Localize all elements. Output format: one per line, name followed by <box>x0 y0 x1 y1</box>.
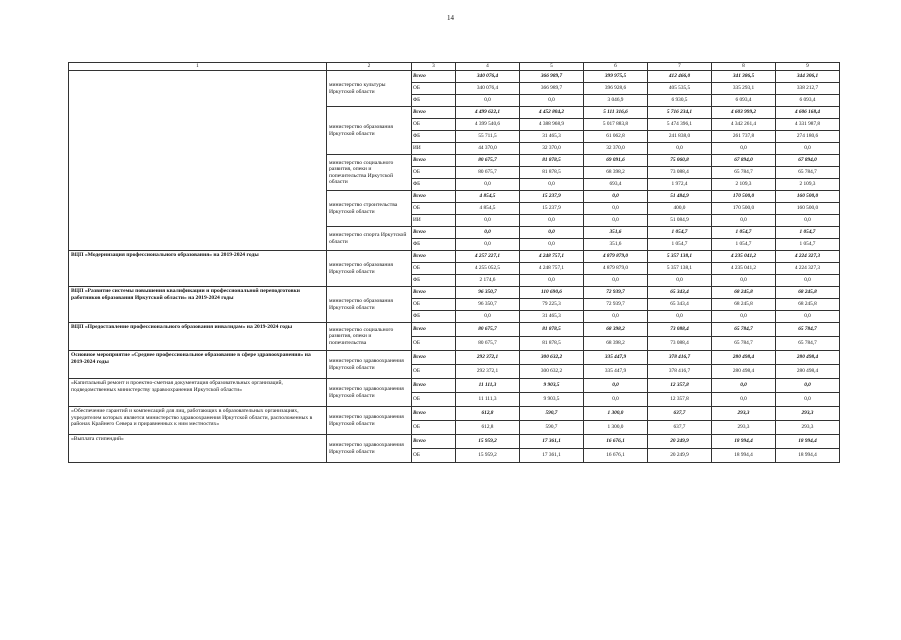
amount-cell: 51 084,9 <box>648 215 712 227</box>
amount-cell: 4 331 987,8 <box>776 119 840 131</box>
amount-cell: 81 878,5 <box>520 337 584 351</box>
amount-cell: 351,6 <box>584 227 648 239</box>
amount-cell: 1 054,7 <box>712 227 776 239</box>
header-row <box>69 63 840 71</box>
amount-cell: 1 300,0 <box>584 407 648 421</box>
funding-source-cell: ФБ <box>412 95 456 107</box>
amount-cell: 15 237,9 <box>520 203 584 215</box>
amount-cell: 68 245,8 <box>776 287 840 299</box>
program-name-cell: ВЦП «Модернизация профессионального образования» на 2019-2024 годы <box>69 251 327 287</box>
table-row <box>69 251 840 263</box>
funding-source-cell: Всего <box>412 323 456 337</box>
amount-cell: 9 903,5 <box>520 379 584 393</box>
amount-cell: 693,4 <box>584 179 648 191</box>
funding-source-cell: ОБ <box>412 449 456 463</box>
amount-cell: 0,0 <box>584 191 648 203</box>
amount-cell: 0,0 <box>584 393 648 407</box>
amount-cell: 340 076,4 <box>456 83 520 95</box>
amount-cell: 4 499 622,1 <box>456 107 520 119</box>
amount-cell: 65 784,7 <box>776 167 840 179</box>
amount-cell: 0,0 <box>520 95 584 107</box>
amount-cell: 80 675,7 <box>456 323 520 337</box>
amount-cell: 4 388 968,9 <box>520 119 584 131</box>
table-row <box>69 407 840 421</box>
amount-cell: 0,0 <box>520 239 584 251</box>
column-header: 8 <box>712 63 776 71</box>
amount-cell: 51 484,9 <box>648 191 712 203</box>
amount-cell: 0,0 <box>712 379 776 393</box>
amount-cell: 378 416,7 <box>648 365 712 379</box>
amount-cell: 67 894,0 <box>776 155 840 167</box>
funding-source-cell: ОБ <box>412 83 456 95</box>
amount-cell: 65 784,7 <box>776 323 840 337</box>
amount-cell: 0,0 <box>648 143 712 155</box>
amount-cell: 16 676,1 <box>584 449 648 463</box>
amount-cell: 68 245,8 <box>712 299 776 311</box>
funding-source-cell: ИИ <box>412 215 456 227</box>
amount-cell: 65 784,7 <box>712 167 776 179</box>
amount-cell: 4 854,5 <box>456 191 520 203</box>
page-number: 14 <box>447 14 454 22</box>
amount-cell: 65 343,4 <box>648 299 712 311</box>
amount-cell: 4 235 041,2 <box>712 251 776 263</box>
funding-source-cell: Всего <box>412 287 456 299</box>
program-name-cell: ВЦП «Развитие системы повышения квалификации и профессиональной переподготовки работников образования Иркутской области» на 2019-2024 годы <box>69 287 327 323</box>
amount-cell: 2 109,3 <box>776 179 840 191</box>
funding-source-cell: ИИ <box>412 143 456 155</box>
amount-cell: 0,0 <box>776 215 840 227</box>
amount-cell: 73 088,4 <box>648 167 712 179</box>
amount-cell: 73 088,4 <box>648 337 712 351</box>
amount-cell: 340 076,4 <box>456 71 520 83</box>
program-name-cell: «Выплата стипендий» <box>69 435 327 463</box>
amount-cell: 4 235 041,2 <box>712 263 776 275</box>
amount-cell: 65 784,7 <box>712 323 776 337</box>
amount-cell: 293,3 <box>712 421 776 435</box>
amount-cell: 0,0 <box>456 239 520 251</box>
amount-cell: 0,0 <box>584 275 648 287</box>
amount-cell: 75 060,8 <box>648 155 712 167</box>
amount-cell: 1 054,7 <box>776 239 840 251</box>
funding-source-cell: Всего <box>412 155 456 167</box>
executor-cell: министерство строительства Иркутской области <box>327 191 412 227</box>
amount-cell: 67 894,0 <box>712 155 776 167</box>
executor-cell: министерство социального развития, опеки и попечительства <box>327 323 412 351</box>
amount-cell: 0,0 <box>776 393 840 407</box>
funding-source-cell: ФБ <box>412 311 456 323</box>
amount-cell: 6 930,5 <box>648 95 712 107</box>
funding-source-cell: ФБ <box>412 131 456 143</box>
amount-cell: 0,0 <box>456 227 520 239</box>
amount-cell: 15 237,9 <box>520 191 584 203</box>
amount-cell: 4 342 261,4 <box>712 119 776 131</box>
amount-cell: 170 500,0 <box>712 191 776 203</box>
amount-cell: 0,0 <box>520 179 584 191</box>
table-row <box>69 351 840 365</box>
executor-cell: министерство спорта Иркутской области <box>327 227 412 251</box>
column-header: 4 <box>456 63 520 71</box>
executor-cell: министерство здравоохранения Иркутской области <box>327 435 412 463</box>
amount-cell: 344 306,1 <box>776 71 840 83</box>
amount-cell: 274 180,6 <box>776 131 840 143</box>
amount-cell: 170 500,0 <box>712 203 776 215</box>
amount-cell: 68 398,2 <box>584 167 648 179</box>
amount-cell: 65 784,7 <box>776 337 840 351</box>
funding-source-cell: ОБ <box>412 263 456 275</box>
amount-cell: 6 093,4 <box>712 95 776 107</box>
amount-cell: 280 498,4 <box>776 351 840 365</box>
amount-cell: 18 994,4 <box>776 435 840 449</box>
amount-cell: 11 111,3 <box>456 393 520 407</box>
program-name-cell: Основное мероприятие «Среднее профессиональное образование в сфере здравоохранения» на 2019-2024 годы <box>69 351 327 379</box>
amount-cell: 0,0 <box>520 275 584 287</box>
funding-source-cell: Всего <box>412 407 456 421</box>
amount-cell: 637,7 <box>648 407 712 421</box>
amount-cell: 81 878,5 <box>520 155 584 167</box>
amount-cell: 292 372,1 <box>456 365 520 379</box>
amount-cell: 405 535,5 <box>648 83 712 95</box>
amount-cell: 0,0 <box>776 311 840 323</box>
amount-cell: 300 632,2 <box>520 365 584 379</box>
funding-source-cell: ОБ <box>412 119 456 131</box>
amount-cell: 68 245,8 <box>712 287 776 299</box>
funding-source-cell: ОБ <box>412 203 456 215</box>
amount-cell: 2 109,3 <box>712 179 776 191</box>
amount-cell: 1 300,0 <box>584 421 648 435</box>
funding-source-cell: ОБ <box>412 421 456 435</box>
amount-cell: 0,0 <box>456 179 520 191</box>
amount-cell: 4 224 327,3 <box>776 263 840 275</box>
amount-cell: 0,0 <box>776 379 840 393</box>
executor-cell: министерство социального развития, опеки и попечительства Иркутской области <box>327 155 412 191</box>
amount-cell: 5 111 316,6 <box>584 107 648 119</box>
amount-cell: 5 716 234,1 <box>648 107 712 119</box>
funding-source-cell: Всего <box>412 379 456 393</box>
amount-cell: 4 224 327,3 <box>776 251 840 263</box>
amount-cell: 31 465,3 <box>520 131 584 143</box>
amount-cell: 396 928,6 <box>584 83 648 95</box>
table-row <box>69 71 840 83</box>
amount-cell: 0,0 <box>456 95 520 107</box>
program-name-cell: «Капитальный ремонт и проектно-сметная документация образовательных организаций, подведомственных министерству здравоохранения Иркутской области» <box>69 379 327 407</box>
amount-cell: 4 879 879,0 <box>584 251 648 263</box>
executor-cell: министерство культуры Иркутской области <box>327 71 412 107</box>
executor-cell: министерство образования Иркутской области <box>327 107 412 155</box>
column-header: 3 <box>412 63 456 71</box>
amount-cell: 366 989,7 <box>520 71 584 83</box>
amount-cell: 4 248 757,1 <box>520 263 584 275</box>
funding-source-cell: Всего <box>412 435 456 449</box>
funding-source-cell: ФБ <box>412 179 456 191</box>
amount-cell: 68 398,2 <box>584 337 648 351</box>
amount-cell: 73 088,4 <box>648 323 712 337</box>
amount-cell: 590,7 <box>520 407 584 421</box>
funding-source-cell: ФБ <box>412 275 456 287</box>
amount-cell: 335 293,1 <box>712 83 776 95</box>
amount-cell: 4 399 540,6 <box>456 119 520 131</box>
amount-cell: 79 225,3 <box>520 299 584 311</box>
amount-cell: 11 111,3 <box>456 379 520 393</box>
table-row <box>69 287 840 299</box>
amount-cell: 0,0 <box>456 215 520 227</box>
amount-cell: 0,0 <box>520 215 584 227</box>
amount-cell: 18 994,4 <box>712 435 776 449</box>
amount-cell: 18 994,4 <box>712 449 776 463</box>
funding-source-cell: Всего <box>412 251 456 263</box>
program-name-cell: ВЦП «Предоставление профессионального образования инвалидам» на 2019-2024 годы <box>69 323 327 351</box>
amount-cell: 160 500,0 <box>776 191 840 203</box>
amount-cell: 1 972,4 <box>648 179 712 191</box>
funding-source-cell: Всего <box>412 227 456 239</box>
amount-cell: 0,0 <box>776 143 840 155</box>
amount-cell: 612,8 <box>456 421 520 435</box>
amount-cell: 0,0 <box>648 311 712 323</box>
budget-table <box>68 62 840 463</box>
funding-source-cell: ОБ <box>412 365 456 379</box>
amount-cell: 0,0 <box>584 311 648 323</box>
amount-cell: 590,7 <box>520 421 584 435</box>
amount-cell: 32 370,0 <box>520 143 584 155</box>
amount-cell: 96 350,7 <box>456 299 520 311</box>
amount-cell: 351,6 <box>584 239 648 251</box>
amount-cell: 31 465,3 <box>520 311 584 323</box>
amount-cell: 1 054,7 <box>648 239 712 251</box>
funding-source-cell: ОБ <box>412 167 456 179</box>
amount-cell: 61 062,8 <box>584 131 648 143</box>
amount-cell: 1 054,7 <box>712 239 776 251</box>
amount-cell: 4 248 757,1 <box>520 251 584 263</box>
amount-cell: 261 737,8 <box>712 131 776 143</box>
amount-cell: 2 174,6 <box>456 275 520 287</box>
amount-cell: 81 878,5 <box>520 323 584 337</box>
amount-cell: 241 838,0 <box>648 131 712 143</box>
amount-cell: 338 212,7 <box>776 83 840 95</box>
amount-cell: 280 498,4 <box>712 365 776 379</box>
amount-cell: 80 675,7 <box>456 337 520 351</box>
amount-cell: 80 675,7 <box>456 167 520 179</box>
funding-source-cell: ОБ <box>412 337 456 351</box>
amount-cell: 4 854,5 <box>456 203 520 215</box>
amount-cell: 68 398,2 <box>584 323 648 337</box>
amount-cell: 0,0 <box>712 275 776 287</box>
amount-cell: 80 675,7 <box>456 155 520 167</box>
amount-cell: 4 255 052,5 <box>456 263 520 275</box>
amount-cell: 55 711,5 <box>456 131 520 143</box>
amount-cell: 292 372,1 <box>456 351 520 365</box>
amount-cell: 0,0 <box>712 143 776 155</box>
funding-source-cell: ФБ <box>412 239 456 251</box>
column-header: 2 <box>327 63 412 71</box>
amount-cell: 335 447,9 <box>584 351 648 365</box>
amount-cell: 16 676,1 <box>584 435 648 449</box>
amount-cell: 20 249,9 <box>648 435 712 449</box>
funding-source-cell: Всего <box>412 107 456 119</box>
funding-source-cell: Всего <box>412 71 456 83</box>
executor-cell: министерство здравоохранения Иркутской области <box>327 407 412 435</box>
table-row <box>69 323 840 337</box>
amount-cell: 4 879 879,0 <box>584 263 648 275</box>
executor-cell: министерство образования Иркутской области <box>327 287 412 323</box>
amount-cell: 612,8 <box>456 407 520 421</box>
funding-source-cell: ОБ <box>412 299 456 311</box>
table-body <box>69 71 840 463</box>
amount-cell: 12 357,8 <box>648 393 712 407</box>
amount-cell: 4 603 999,2 <box>712 107 776 119</box>
amount-cell: 68 245,8 <box>776 299 840 311</box>
amount-cell: 17 361,1 <box>520 449 584 463</box>
amount-cell: 44 370,0 <box>456 143 520 155</box>
amount-cell: 637,7 <box>648 421 712 435</box>
amount-cell: 65 784,7 <box>712 337 776 351</box>
executor-cell: министерство здравоохранения Иркутской области <box>327 351 412 379</box>
amount-cell: 3 046,9 <box>584 95 648 107</box>
funding-source-cell: Всего <box>412 191 456 203</box>
amount-cell: 0,0 <box>520 227 584 239</box>
amount-cell: 0,0 <box>648 275 712 287</box>
amount-cell: 4 452 804,2 <box>520 107 584 119</box>
amount-cell: 32 370,0 <box>584 143 648 155</box>
column-header: 5 <box>520 63 584 71</box>
amount-cell: 20 249,9 <box>648 449 712 463</box>
amount-cell: 96 350,7 <box>456 287 520 299</box>
table-row <box>69 379 840 393</box>
amount-cell: 293,3 <box>712 407 776 421</box>
amount-cell: 280 498,4 <box>712 351 776 365</box>
column-header: 6 <box>584 63 648 71</box>
program-name-cell <box>69 71 327 251</box>
amount-cell: 1 054,7 <box>648 227 712 239</box>
program-name-cell: «Обеспечение гарантий и компенсаций для лиц, работающих в образовательных организациях, учредителем которых является министерство здравоохранения Иркутской области, расположенных в районах Крайнего Севера и приравненных к ним местностях» <box>69 407 327 435</box>
amount-cell: 280 498,4 <box>776 365 840 379</box>
amount-cell: 5 357 138,1 <box>648 263 712 275</box>
amount-cell: 15 959,2 <box>456 435 520 449</box>
amount-cell: 378 416,7 <box>648 351 712 365</box>
amount-cell: 0,0 <box>776 275 840 287</box>
funding-source-cell: ОБ <box>412 393 456 407</box>
amount-cell: 160 500,0 <box>776 203 840 215</box>
amount-cell: 5 017 883,8 <box>584 119 648 131</box>
amount-cell: 335 447,9 <box>584 365 648 379</box>
amount-cell: 300 632,2 <box>520 351 584 365</box>
amount-cell: 0,0 <box>584 215 648 227</box>
column-header: 1 <box>69 63 327 71</box>
amount-cell: 0,0 <box>712 311 776 323</box>
amount-cell: 412 466,0 <box>648 71 712 83</box>
amount-cell: 65 343,4 <box>648 287 712 299</box>
amount-cell: 1 054,7 <box>776 227 840 239</box>
executor-cell: министерство образования Иркутской области <box>327 251 412 287</box>
amount-cell: 6 093,4 <box>776 95 840 107</box>
amount-cell: 4 606 168,4 <box>776 107 840 119</box>
funding-source-cell: Всего <box>412 351 456 365</box>
amount-cell: 5 357 138,1 <box>648 251 712 263</box>
amount-cell: 0,0 <box>584 379 648 393</box>
amount-cell: 0,0 <box>456 311 520 323</box>
amount-cell: 110 690,6 <box>520 287 584 299</box>
amount-cell: 400,0 <box>648 203 712 215</box>
amount-cell: 293,3 <box>776 421 840 435</box>
amount-cell: 293,3 <box>776 407 840 421</box>
amount-cell: 15 959,2 <box>456 449 520 463</box>
amount-cell: 9 903,5 <box>520 393 584 407</box>
column-header: 7 <box>648 63 712 71</box>
amount-cell: 399 975,5 <box>584 71 648 83</box>
executor-cell: министерство здравоохранения Иркутской области <box>327 379 412 407</box>
amount-cell: 0,0 <box>712 215 776 227</box>
amount-cell: 0,0 <box>584 203 648 215</box>
amount-cell: 366 989,7 <box>520 83 584 95</box>
amount-cell: 4 257 227,1 <box>456 251 520 263</box>
amount-cell: 18 994,4 <box>776 449 840 463</box>
table-row <box>69 435 840 449</box>
amount-cell: 72 939,7 <box>584 299 648 311</box>
amount-cell: 12 357,8 <box>648 379 712 393</box>
amount-cell: 341 386,5 <box>712 71 776 83</box>
amount-cell: 5 474 396,1 <box>648 119 712 131</box>
amount-cell: 17 361,1 <box>520 435 584 449</box>
column-header: 9 <box>776 63 840 71</box>
amount-cell: 81 878,5 <box>520 167 584 179</box>
amount-cell: 72 939,7 <box>584 287 648 299</box>
amount-cell: 0,0 <box>712 393 776 407</box>
amount-cell: 69 091,6 <box>584 155 648 167</box>
